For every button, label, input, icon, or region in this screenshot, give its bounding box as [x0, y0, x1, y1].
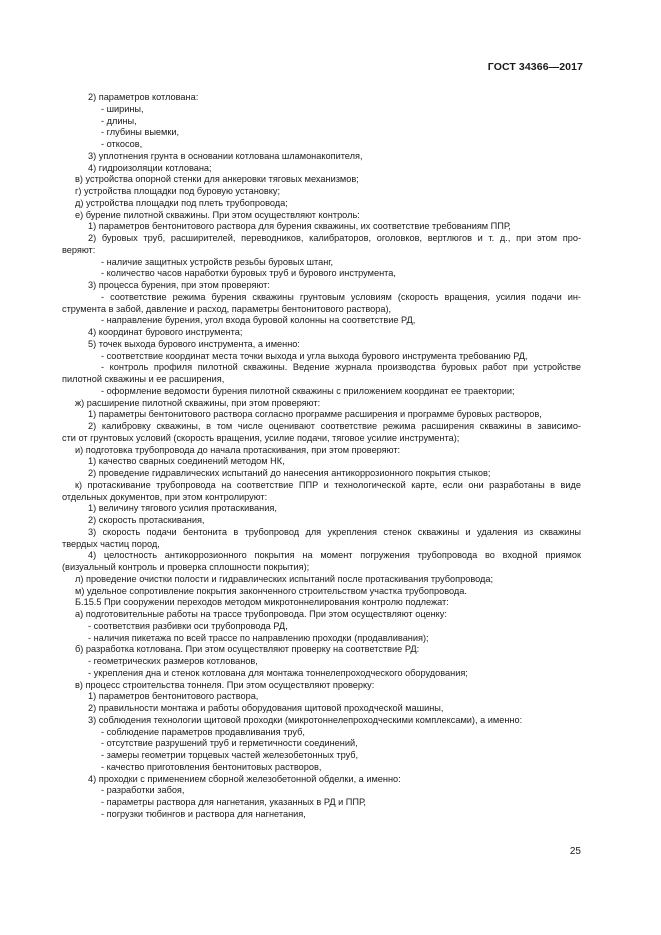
text-line: - откосов, — [101, 139, 143, 149]
text-line: 1) величину тягового усилия протаскивания, — [88, 503, 277, 514]
text-line: отдельных документов, при этом контролируют: — [62, 491, 268, 502]
text-line: 2) калибровку скважины, в том числе оценивают соответствие режима расширения скважины в зависимо- — [88, 421, 581, 431]
text-line: пилотной скважины и ее расширения, — [62, 374, 225, 384]
text-line: д) устройства площадки под плеть трубопровода; — [75, 197, 288, 208]
text-line: - отсутствие разрушений труб и герметичности соединений, — [101, 738, 358, 749]
text-line: г) устройства площадки под буровую установку; — [75, 186, 281, 196]
text-line: - геометрических размеров котлованов, — [88, 656, 258, 666]
text-line: - погрузки тюбингов и раствора для нагнетания, — [101, 808, 306, 819]
text-line: к) протаскивание трубопровода на соответствие ППР и технологической карте, если они разработаны в виде — [75, 479, 581, 490]
text-line: 4) целостность антикоррозионного покрытия на момент погружения трубопровода во входной приямок — [88, 550, 581, 561]
text-line: Б.15.5 При сооружении переходов методом микротоннелирования контролю подлежат: — [75, 597, 449, 608]
text-line: ж) расширение пилотной скважины, при этом проверяют: — [75, 397, 321, 408]
text-line: 3) соблюдения технологии щитовой проходки (микротоннелепроходческими комплексами), а именно: — [88, 714, 523, 725]
text-line: и) подготовка трубопровода до начала протаскивания, при этом проверяют: — [75, 444, 401, 455]
text-line: - ширины, — [101, 103, 144, 114]
text-line: - оформление ведомости бурения пилотной скважины с приложением координат ее траектории; — [101, 385, 515, 396]
text-line: 1) параметры бентонитового раствора согласно программе расширения и программе буровых растворов, — [88, 409, 542, 420]
page-number: 25 — [569, 846, 581, 857]
text-line: 2) скорость протаскивания, — [88, 515, 205, 525]
text-line: 1) параметров бентонитового раствора, — [88, 691, 259, 702]
text-line: - количество часов наработки буровых труб и бурового инструмента, — [101, 268, 396, 279]
text-line: - наличия пикетажа по всей трассе по направлению проходки (продавливания); — [88, 632, 429, 643]
text-line: - соответствия разбивки оси трубопровода РД, — [88, 620, 288, 631]
text-line: 5) точек выхода бурового инструмента, а именно: — [88, 338, 300, 349]
text-line: в) процесс строительства тоннеля. При этом осуществляют проверку: — [75, 679, 375, 690]
text-line: твердых частиц пород, — [62, 538, 160, 549]
text-line: 2) проведение гидравлических испытаний до нанесения антикоррозионного покрытия стыков; — [88, 468, 491, 478]
text-line: - разработки забоя, — [101, 785, 185, 796]
text-line: в) устройства опорной стенки для анкеровки тяговых механизмов; — [75, 174, 359, 185]
text-line: 4) гидроизоляции котлована; — [88, 162, 212, 173]
text-line: - длины, — [101, 115, 137, 126]
document-code-header: ГОСТ 34366—2017 — [487, 61, 583, 73]
text-line: - качество приготовления бентонитовых растворов, — [101, 761, 322, 772]
text-line: а) подготовительные работы на трассе трубопровода. При этом осуществляют оценку: — [75, 609, 447, 619]
text-line: 1) качество сварных соединений методом НК, — [88, 456, 285, 467]
text-line: 2) правильности монтажа и работы оборудования щитовой проходческой машины, — [88, 703, 444, 713]
text-line: - соответствие режима бурения скважины грунтовым условиям (скорость вращения, усилия подачи ин- — [101, 291, 581, 302]
text-line: - глубины выемки, — [101, 127, 180, 138]
text-line: - соблюдение параметров продавливания труб, — [101, 726, 305, 737]
text-line: 3) процесса бурения, при этом проверяют: — [88, 280, 270, 290]
text-line: - направление бурения, угол входа буровой колонны на соответствие РД, — [101, 315, 416, 326]
text-line: е) бурение пилотной скважины. При этом осуществляют контроль: — [75, 209, 360, 220]
text-line: струмента в забой, давление и расход, параметры бентонитового раствора), — [62, 303, 392, 314]
text-line: - параметры раствора для нагнетания, указанных в РД и ППР, — [101, 797, 366, 807]
text-line: - контроль профиля пилотной скважины. Ведение журнала производства буровых работ при устройстве — [101, 362, 581, 373]
text-line: 4) координат бурового инструмента; — [88, 327, 243, 337]
text-line: м) удельное сопротивление покрытия законченного строительством участка трубопровода. — [75, 585, 467, 596]
text-line: б) разработка котлована. При этом осуществляют проверку на соответствие РД: — [75, 644, 420, 655]
text-line: - наличие защитных устройств резьбы буровых штанг, — [101, 256, 334, 267]
text-line: л) проведение очистки полости и гидравлических испытаний после протаскивания трубопровода; — [75, 573, 494, 584]
text-line: - замеры геометрии торцевых частей железобетонных труб, — [101, 750, 359, 760]
text-line: - укрепления дна и стенок котлована для монтажа тоннелепроходческого оборудования; — [88, 667, 468, 678]
text-line: 2) параметров котлована: — [88, 92, 199, 102]
text-line: веряют: — [62, 244, 96, 255]
text-line: (визуальный контроль и проверка сплошности покрытия); — [62, 562, 310, 572]
text-line: 3) скорость подачи бентонита в трубопровод для укрепления стенок скважины и удаления из скважины — [88, 526, 581, 537]
text-line: 1) параметров бентонитового раствора для бурения скважины, их соответствие требованиям ППР, — [88, 221, 511, 232]
text-line: сти от грунтовых условий (скорость вращения, усилие подачи, тяговое усилие инструмента); — [62, 432, 460, 443]
text-line: 2) буровых труб, расширителей, переводников, калибраторов, оголовков, вертлюгов и т. д., при этом про- — [88, 233, 581, 243]
text-line: 3) уплотнения грунта в основании котлована шламонакопителя, — [88, 150, 363, 161]
text-line: 4) проходки с применением сборной железобетонной обделки, а именно: — [88, 773, 401, 784]
text-line: - соответствие координат места точки выхода и угла выхода бурового инструмента требованию РД, — [101, 350, 528, 361]
